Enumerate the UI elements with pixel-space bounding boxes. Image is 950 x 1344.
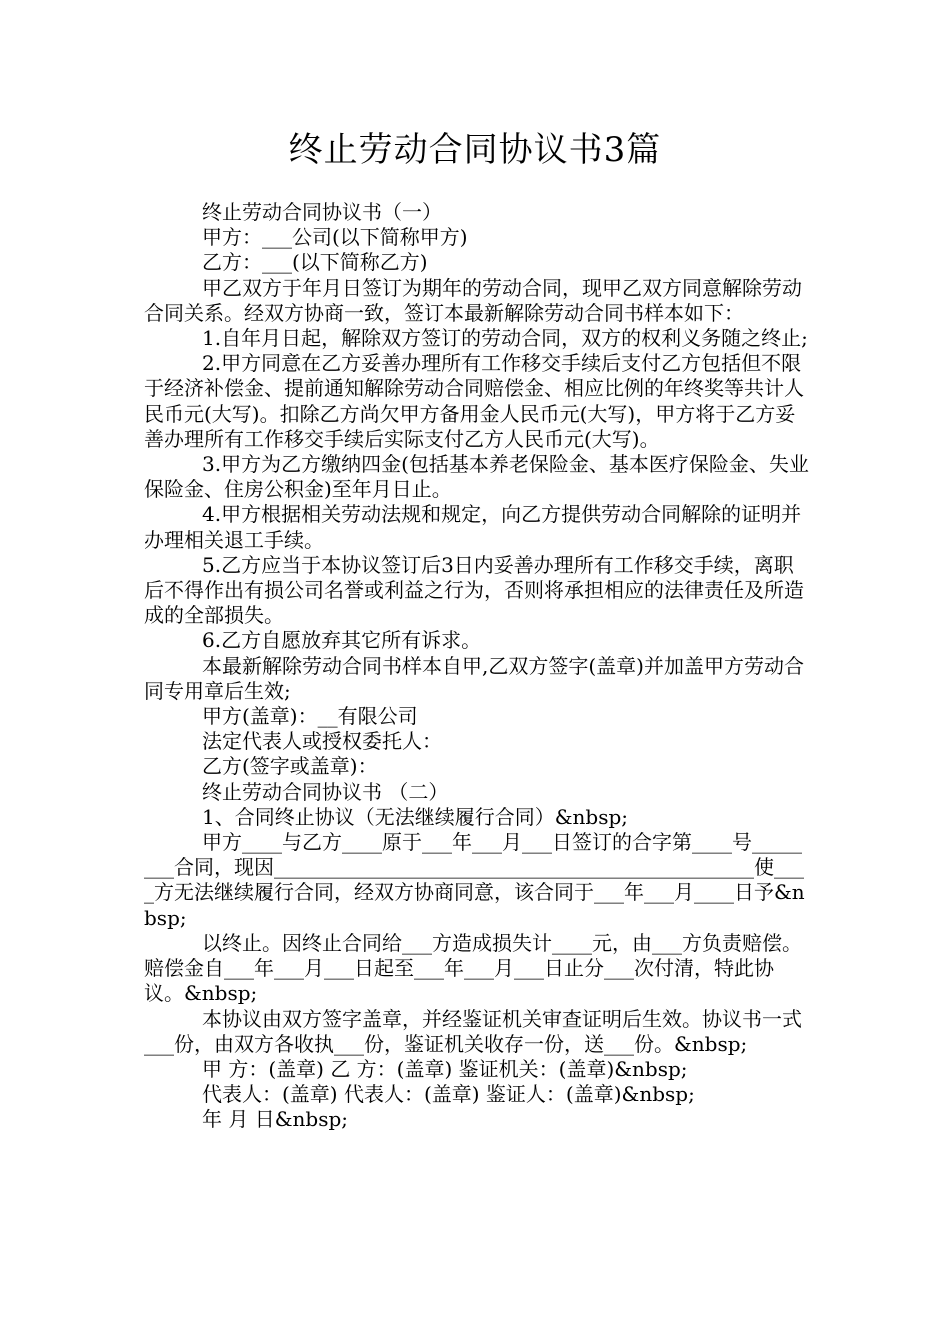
- seal-line: 甲 方：(盖章) 乙 方：(盖章) 鉴证机关：(盖章)&nbsp;: [202, 1056, 688, 1081]
- intro-paragraph: 甲乙双方于年月日签订为期年的劳动合同，现甲乙双方同意解除劳动合同关系。经双方协商一致，签订本最新解除劳动合同书样本如下：: [144, 275, 802, 325]
- contract-details-paragraph: 甲方____与乙方____原于___年___月___日签订的合字第____号________合同，现因________________________________________________使____方无法继续履行合同，经双方协商同意，该合同于___年___月____日予&nbsp;: [144, 830, 805, 930]
- section-heading-2: 终止劳动合同协议书 （二）: [202, 779, 449, 804]
- section-heading-1: 终止劳动合同协议书（一）: [202, 200, 442, 224]
- clause-3: 3.甲方为乙方缴纳四金(包括基本养老保险金、基本医疗保险金、失业保险金、住房公积金)至年月日止。: [144, 452, 809, 502]
- compensation-paragraph: 以终止。因终止合同给___方造成损失计____元，由___方负责赔偿。赔偿金自___年___月___日起至___年___月___日止分___次付清，特此协议。&nbsp;: [144, 930, 802, 1006]
- party-b-line: 乙方：___(以下简称乙方): [202, 250, 428, 275]
- clause-1: 1.自年月日起，解除双方签订的劳动合同，双方的权利义务随之终止;: [202, 326, 808, 351]
- clause-4: 4.甲方根据相关劳动法规和规定，向乙方提供劳动合同解除的证明并办理相关退工手续。: [144, 502, 802, 552]
- effectiveness-paragraph: 本协议由双方签字盖章，并经鉴证机关审查证明后生效。协议书一式___份，由双方各收执___份，鉴证机关收存一份，送___份。&nbsp;: [144, 1006, 802, 1056]
- legal-rep-line: 法定代表人或授权委托人：: [202, 729, 442, 754]
- party-b-signature-line: 乙方(签字或盖章)：: [202, 754, 378, 779]
- clause-5: 5.乙方应当于本协议签订后3日内妥善办理所有工作移交手续，离职后不得作出有损公司名誉或利益之行为，否则将承担相应的法律责任及所造成的全部损失。: [144, 552, 804, 628]
- clause-2: 2.甲方同意在乙方妥善办理所有工作移交手续后支付乙方包括但不限于经济补偿金、提前通知解除劳动合同赔偿金、相应比例的年终奖等共计人民币元(大写)。扣除乙方尚欠甲方备用金人民币元(大写)，甲方将于乙方妥善办理所有工作移交手续后实际支付乙方人民币元(大写)。: [144, 351, 804, 451]
- party-a-line: 甲方：___公司(以下简称甲方): [202, 225, 468, 250]
- termination-agreement-heading: 1、合同终止协议（无法继续履行合同）&nbsp;: [202, 804, 629, 829]
- clause-6: 6.乙方自愿放弃其它所有诉求。: [202, 628, 482, 653]
- document-body: [144, 200, 810, 1133]
- party-a-seal-line: 甲方(盖章)：__有限公司: [202, 704, 418, 729]
- date-line: 年 月 日&nbsp;: [202, 1107, 349, 1132]
- document-title: 终止劳动合同协议书3篇: [288, 130, 662, 170]
- representative-line: 代表人：(盖章) 代表人：(盖章) 鉴证人：(盖章)&nbsp;: [202, 1082, 695, 1107]
- effective-clause: 本最新解除劳动合同书样本自甲,乙双方签字(盖章)并加盖甲方劳动合同专用章后生效;: [144, 653, 804, 703]
